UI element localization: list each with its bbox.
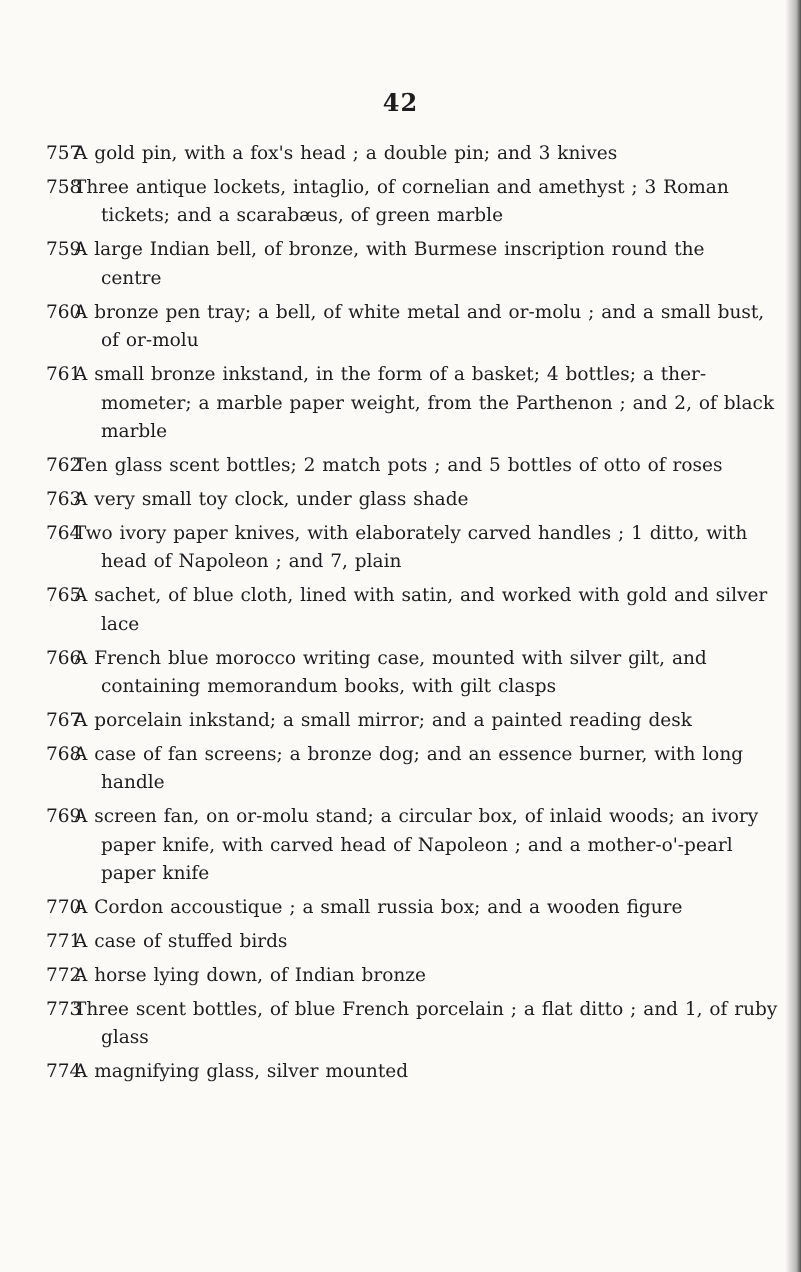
lot-description-line: A horse lying down, of Indian bronze [74, 964, 426, 986]
lot-number: 769 [46, 806, 82, 828]
lot-number: 765 [46, 585, 82, 607]
lot-number: 770 [46, 897, 82, 919]
catalogue-entry [46, 361, 788, 447]
lot-number: 761 [46, 364, 82, 386]
lot-description-line: Ten glass scent bottles; 2 match pots ; and 5 bottles of otto of roses [74, 454, 723, 476]
catalogue-entry [46, 707, 788, 736]
catalogue-entry [46, 996, 788, 1053]
lot-number: 759 [46, 239, 82, 261]
catalogue-entry [46, 236, 788, 293]
catalogue-entry [46, 962, 788, 991]
lot-description-line: head of Napoleon ; and 7, plain [101, 551, 402, 573]
lot-description-line: A Cordon accoustique ; a small russia box; and a wooden figure [74, 897, 683, 919]
catalogue-entry [46, 520, 788, 577]
catalogue-entry [46, 140, 788, 169]
lot-description-line: A porcelain inkstand; a small mirror; and a painted reading desk [74, 709, 692, 731]
lot-number: 768 [46, 743, 82, 765]
lot-description-line: A sachet, of blue cloth, lined with satin, and worked with gold and silver [74, 585, 768, 607]
catalogue-entry [46, 299, 788, 356]
lot-number: 763 [46, 488, 82, 510]
lot-description-line: A large Indian bell, of bronze, with Burmese inscription round the [74, 239, 705, 261]
catalogue-entry [46, 452, 788, 481]
lot-description-line: A French blue morocco writing case, mounted with silver gilt, and [74, 647, 707, 669]
page-number: 42 [382, 88, 419, 117]
lot-number: 762 [46, 454, 82, 476]
lot-description-line: A case of fan screens; a bronze dog; and an essence burner, with long [74, 743, 744, 765]
catalogue-entry [46, 486, 788, 515]
lot-description-line: A very small toy clock, under glass shade [74, 488, 469, 510]
lot-number: 757 [46, 143, 82, 164]
lot-description-line: lace [101, 613, 140, 635]
catalogue-entry [46, 174, 788, 231]
lot-description-line: A magnifying glass, silver mounted [74, 1061, 409, 1083]
catalogue-entry [46, 1058, 788, 1087]
lot-description-line: glass [101, 1027, 149, 1049]
lot-description-line: Three scent bottles, of blue French porcelain ; a flat ditto ; and 1, of ruby [74, 998, 778, 1020]
lot-description-line: centre [101, 267, 162, 289]
lot-number: 760 [46, 301, 82, 323]
lot-number: 767 [46, 709, 82, 731]
lot-description-line: paper knife [101, 863, 210, 885]
lot-description-line: A case of stuffed birds [74, 930, 288, 952]
lot-description-line: handle [101, 772, 165, 794]
lot-number: 772 [46, 964, 82, 986]
lot-number: 764 [46, 522, 82, 544]
lot-number: 771 [46, 930, 82, 952]
lot-description-line: A bronze pen tray; a bell, of white metal and or-molu ; and a small bust, [74, 301, 765, 323]
lot-description-line: mometer; a marble paper weight, from the Parthenon ; and 2, of black [101, 392, 775, 414]
lot-description-line: containing memorandum books, with gilt clasps [101, 676, 557, 698]
lot-description-line: A small bronze inkstand, in the form of a basket; 4 bottles; a ther- [74, 364, 707, 386]
lot-number: 774 [46, 1061, 82, 1083]
catalogue-list [46, 140, 788, 1092]
lot-description-line: A screen fan, on or-molu stand; a circular box, of inlaid woods; an ivory [74, 806, 759, 828]
lot-description-line: tickets; and a scarabæus, of green marble [101, 205, 504, 227]
lot-number: 773 [46, 998, 82, 1020]
catalogue-entry [46, 645, 788, 702]
catalogue-entry [46, 928, 788, 957]
lot-description-line: paper knife, with carved head of Napoleon ; and a mother-o'-pearl [101, 834, 733, 856]
lot-description-line: marble [101, 421, 168, 443]
lot-description-line: Three antique lockets, intaglio, of cornelian and amethyst ; 3 Roman [74, 176, 729, 198]
catalogue-entry [46, 741, 788, 798]
lot-number: 758 [46, 176, 82, 198]
lot-number: 766 [46, 647, 82, 669]
catalogue-entry [46, 582, 788, 639]
catalogue-entry [46, 803, 788, 889]
lot-description-line: A gold pin, with a fox's head ; a double pin; and 3 knives [74, 143, 618, 164]
catalogue-entry [46, 894, 788, 923]
lot-description-line: of or-molu [101, 330, 199, 352]
lot-description-line: Two ivory paper knives, with elaborately carved handles ; 1 ditto, with [74, 522, 748, 544]
